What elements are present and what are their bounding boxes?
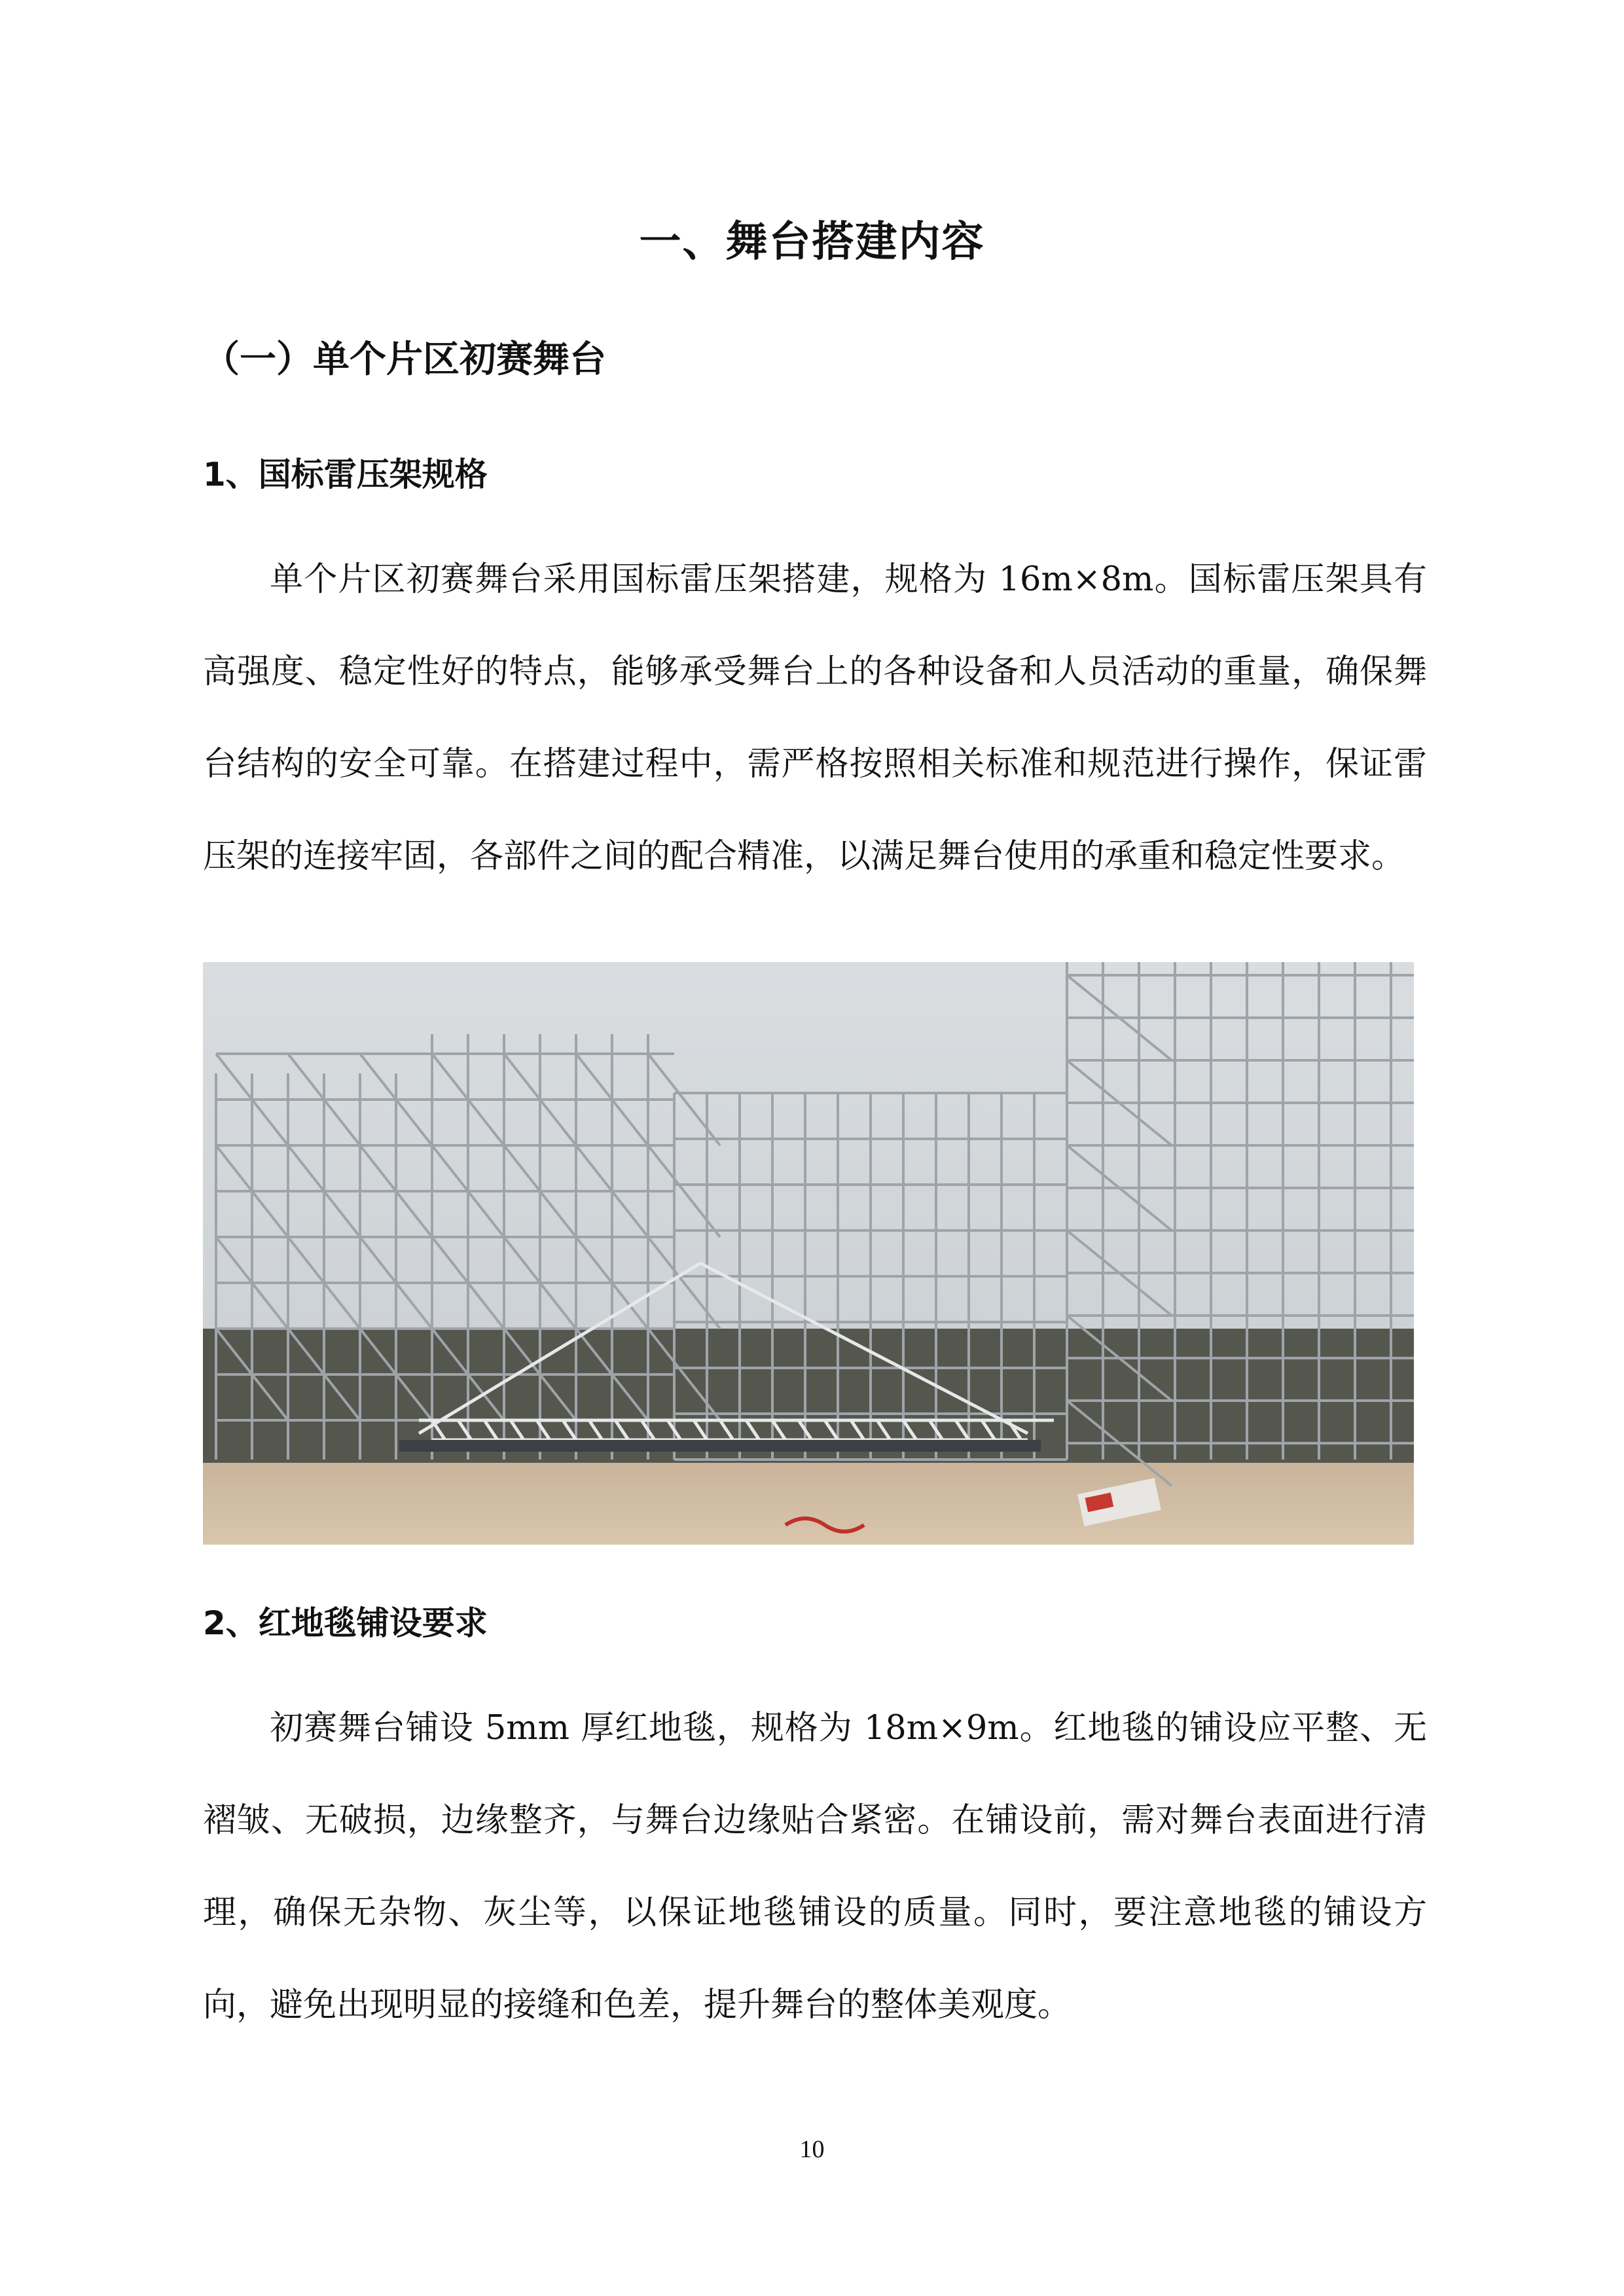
subsection-paragraph-2: 初赛舞台铺设 5mm 厚红地毯，规格为 18m×9m。红地毯的铺设应平整、无褶皱、无破损，边缘整齐，与舞台边缘贴合紧密。在铺设前，需对舞台表面进行清理，确保无杂物、灰尘等，以保证地毯铺设的质量。同时，要注意地毯的铺设方向，避免出现明显的接缝和色差，提升舞台的整体美观度。 <box>203 1709 1427 2024</box>
page-number: 10 <box>799 2136 825 2163</box>
page-title: 一、舞台搭建内容 <box>639 218 985 266</box>
stage-scaffold-photo <box>203 962 1414 1545</box>
section-heading: （一）单个片区初赛舞台 <box>203 338 606 381</box>
subsection-paragraph-1: 单个片区初赛舞台采用国标雷压架搭建，规格为 16m×8m。国标雷压架具有高强度、稳定性好的特点，能够承受舞台上的各种设备和人员活动的重量，确保舞台结构的安全可靠。在搭建过程中，需严格按照相关标准和规范进行操作，保证雷压架的连接牢固，各部件之间的配合精准，以满足舞台使用的承重和稳定性要求。 <box>203 560 1427 876</box>
subsection-heading-1: 1、国标雷压架规格 <box>203 456 488 493</box>
subsection-heading-2: 2、红地毯铺设要求 <box>203 1604 488 1642</box>
